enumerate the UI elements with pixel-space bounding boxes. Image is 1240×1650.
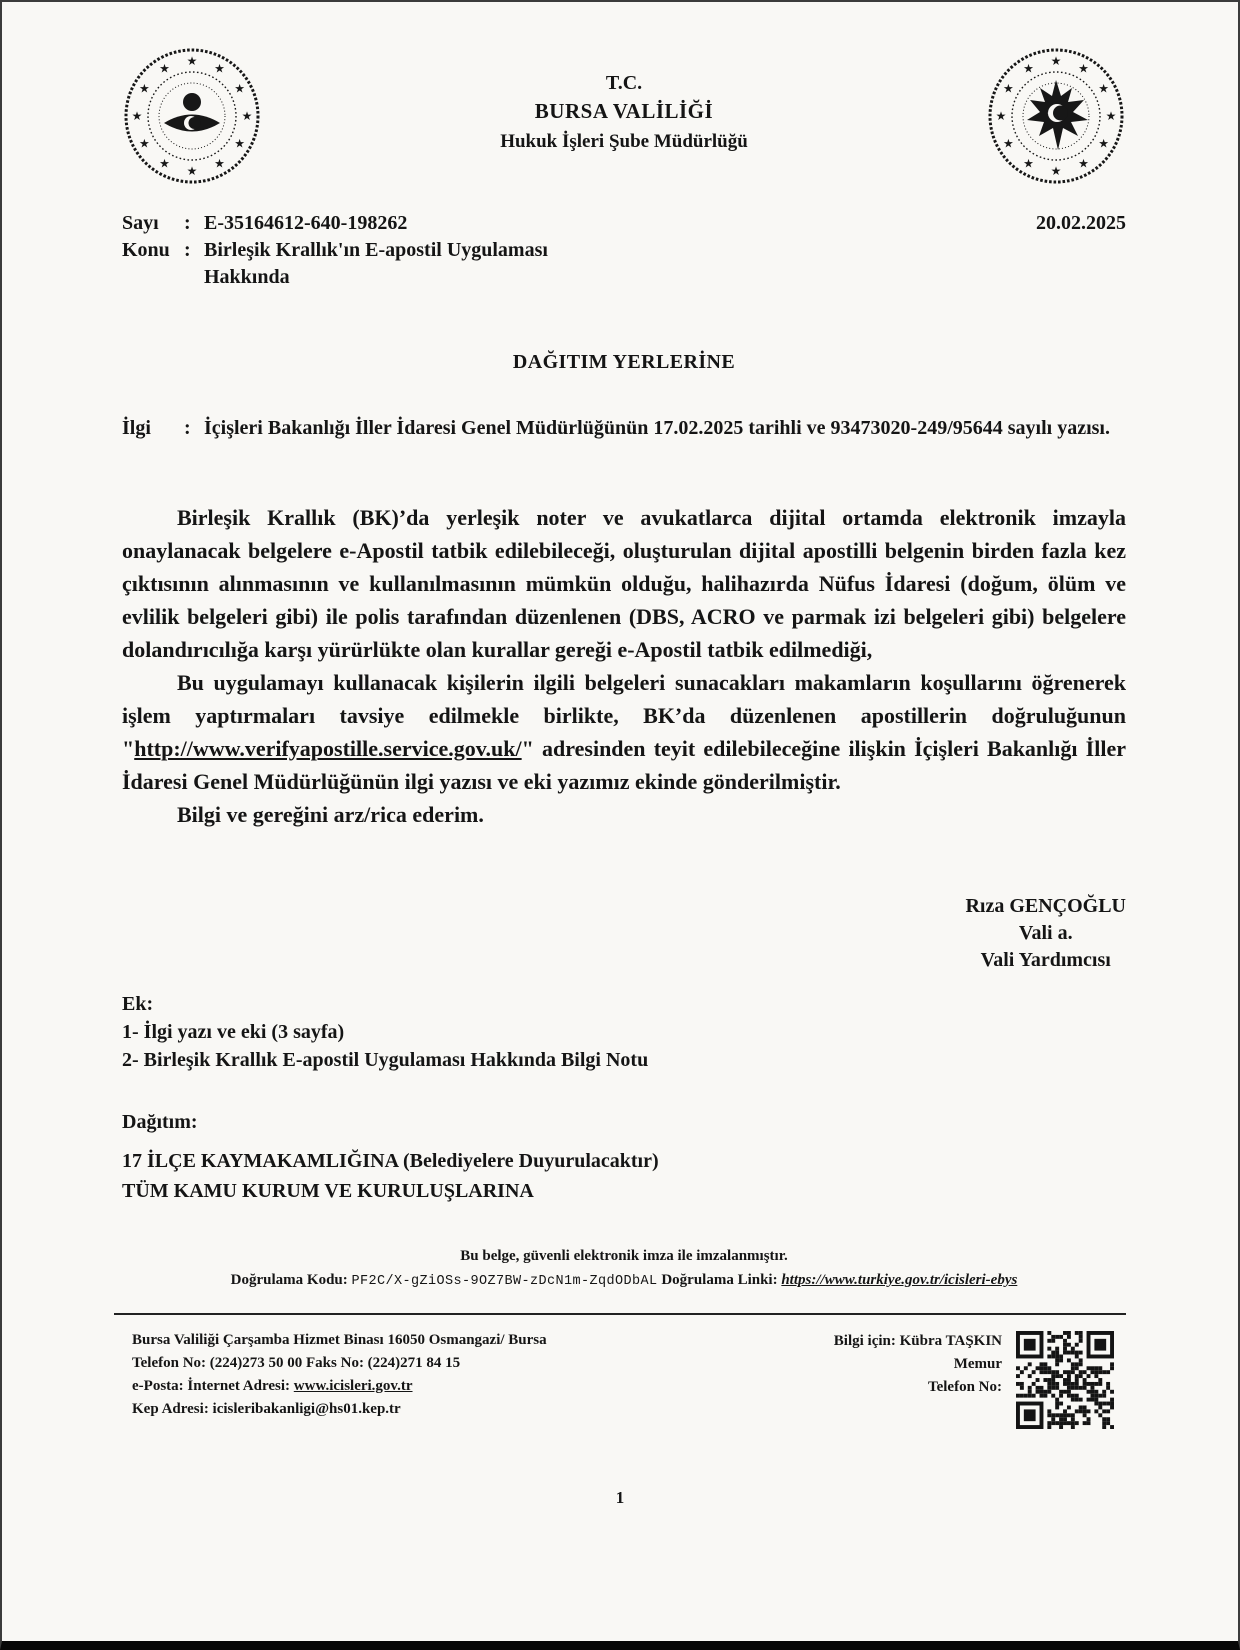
paragraph2-text-before: Bu uygulamayı kullanacak kişilerin ilgili belgeleri sunacakları makamların koşullarını öğrenerek işlem yaptırmaları tavsiye edilmekle birlikte, BK’da düzenlenen apostillerin doğruluğunun " — [122, 670, 1126, 761]
attachment-item: 1- İlgi yazı ve eki (3 sayfa) — [122, 1021, 345, 1043]
svg-text:★: ★ — [1023, 156, 1034, 171]
verification-line — [122, 1272, 1126, 1289]
letterhead-tc: T.C. — [605, 72, 643, 94]
body-paragraph-1: Birleşik Krallık (BK)’da yerleşik noter ve avukatlarca dijital ortamda elektronik imzayla onaylanacak belgelere e-Apostil tatbik edilebileceği, oluşturulan dijital apostilli belgenin birden fazla kez çıktısının alınmasının ve kullanılmasının mümkün olduğu, halihazırda Nüfus İdaresi (doğum, ölüm ve evlilik belgeleri gibi) ile polis tarafından düzenlenen (DBS, ACRO ve parmak izi belgeleri gibi) belgelere dolandırıcılığa karşı yürürlükte olan kurallar gereği e-Apostil tatbik edilmediği, — [122, 505, 1126, 662]
footer-contact-title: Memur — [953, 1356, 1002, 1372]
letter-body — [122, 501, 1126, 831]
recipient-line: DAĞITIM YERLERİNE — [512, 351, 736, 373]
svg-text:★: ★ — [1003, 81, 1014, 96]
signer-title-2: Vali Yardımcısı — [980, 949, 1111, 971]
reference-lines — [122, 210, 548, 291]
konu-line — [122, 237, 548, 264]
attachment-item: 2- Birleşik Krallık E-apostil Uygulaması Hakkında Bilgi Notu — [122, 1049, 649, 1071]
attachments-label: Ek: — [122, 993, 154, 1015]
footer-contact-block — [834, 1329, 1016, 1429]
footer-eposta-label: e-Posta: İnternet Adresi: — [132, 1378, 294, 1394]
signature-inner — [965, 893, 1126, 974]
attachments-block — [122, 990, 1126, 1074]
svg-text:★: ★ — [1078, 156, 1089, 171]
svg-text:★: ★ — [1023, 61, 1034, 76]
svg-text:★: ★ — [139, 136, 150, 151]
svg-text:★: ★ — [1003, 136, 1014, 151]
ilgi-block — [122, 414, 1126, 443]
svg-text:★: ★ — [214, 156, 225, 171]
konu-colon: : — [184, 239, 191, 261]
svg-text:★: ★ — [131, 109, 143, 123]
svg-text:★: ★ — [995, 109, 1007, 123]
footer-address: Bursa Valiliği Çarşamba Hizmet Binası 16050 Osmangazi/ Bursa — [132, 1332, 547, 1348]
bursa-governorship-seal-icon — [986, 46, 1126, 186]
verification-code-label: Doğrulama Kodu: — [230, 1272, 352, 1288]
signer-name: Rıza GENÇOĞLU — [965, 895, 1126, 917]
sayi-line — [122, 210, 548, 237]
page-number: 1 — [615, 1488, 625, 1507]
paragraph2-text-after: " adresinden teyit edilebileceğine ilişkin İçişleri Bakanlığı İller İdaresi Genel Müdürlüğünün ilgi yazısı ve eki yazımız ekinde gönderilmiştir. — [122, 736, 1126, 794]
distribution-item: 17 İLÇE KAYMAKAMLIĞINA (Belediyelere Duyurulacaktır) — [122, 1150, 659, 1172]
ilgi-colon: : — [184, 417, 191, 439]
verification-code: PF2C/X-gZiOSs-9OZ7BW-zDcN1m-ZqdODbAL — [351, 1274, 658, 1289]
distribution-label: Dağıtım: — [122, 1111, 198, 1133]
letterhead-subtitle: Hukuk İşleri Şube Müdürlüğü — [500, 131, 748, 152]
svg-text:★: ★ — [1098, 81, 1109, 96]
svg-text:★: ★ — [139, 81, 150, 96]
svg-text:★: ★ — [1078, 61, 1089, 76]
distribution-item: TÜM KAMU KURUM VE KURULUŞLARINA — [122, 1180, 534, 1202]
closing-line: Bilgi ve gereğini arz/rica ederim. — [177, 802, 484, 827]
distribution-items — [122, 1146, 1126, 1206]
signature-block — [122, 893, 1126, 974]
interior-ministry-seal-icon — [122, 46, 262, 186]
svg-text:★: ★ — [234, 136, 245, 151]
sayi-colon: : — [184, 212, 191, 234]
ilgi-label: İlgi — [122, 417, 151, 439]
svg-text:★: ★ — [1050, 164, 1062, 178]
svg-text:★: ★ — [159, 156, 170, 171]
footer-phone: Telefon No: (224)273 50 00 Faks No: (224)271 84 15 — [132, 1355, 461, 1371]
body-paragraph-2 — [122, 666, 1126, 798]
svg-text:★: ★ — [186, 54, 198, 68]
svg-text:★: ★ — [1105, 109, 1117, 123]
verification-block — [122, 1248, 1126, 1289]
verification-link[interactable]: https://www.turkiye.gov.tr/icisleri-ebys — [781, 1272, 1018, 1288]
footer-eposta-line — [132, 1375, 834, 1398]
sayi-label: Sayı — [122, 212, 159, 234]
letterhead — [122, 46, 1126, 186]
footer-contact-name: Bilgi için: Kübra TAŞKIN — [833, 1333, 1002, 1349]
sayi-value: E-35164612-640-198262 — [204, 212, 408, 234]
document-date: 20.02.2025 — [1036, 212, 1126, 234]
ilgi-text: İçişleri Bakanlığı İller İdaresi Genel Müdürlüğünün 17.02.2025 tarihli ve 93473020-249/95644 sayılı yazısı. — [204, 417, 1110, 439]
footer-contact-phone: Telefon No: — [927, 1379, 1002, 1395]
letterhead-title: BURSA VALİLİĞİ — [534, 99, 714, 123]
esignature-note: Bu belge, güvenli elektronik imza ile imzalanmıştır. — [460, 1248, 788, 1264]
footer-kep: Kep Adresi: icisleribakanligi@hs01.kep.tr — [132, 1401, 401, 1417]
svg-text:★: ★ — [159, 61, 170, 76]
distribution-block — [122, 1108, 1126, 1206]
svg-text:★: ★ — [241, 109, 253, 123]
signer-title-1: Vali a. — [1018, 922, 1073, 944]
footer-web-link[interactable]: www.icisleri.gov.tr — [293, 1378, 413, 1394]
svg-text:★: ★ — [1046, 110, 1054, 118]
svg-text:★: ★ — [214, 61, 225, 76]
footer-divider — [114, 1313, 1126, 1315]
letterhead-center — [262, 46, 986, 153]
konu-label: Konu — [122, 239, 170, 261]
verification-link-label: Doğrulama Linki: — [657, 1272, 782, 1288]
svg-text:★: ★ — [186, 164, 198, 178]
konu-value-wrap: Hakkında — [204, 266, 290, 288]
footer-address-block — [132, 1329, 834, 1429]
svg-text:★: ★ — [1098, 136, 1109, 151]
reference-block — [122, 210, 1126, 291]
konu-value: Birleşik Krallık'ın E-apostil Uygulaması — [204, 239, 548, 261]
svg-text:★: ★ — [234, 81, 245, 96]
verify-apostille-link[interactable]: http://www.verifyapostille.service.gov.uk/ — [134, 736, 522, 761]
svg-text:★: ★ — [1050, 54, 1062, 68]
qr-code-icon — [1016, 1331, 1114, 1429]
footer — [2, 1329, 1238, 1429]
